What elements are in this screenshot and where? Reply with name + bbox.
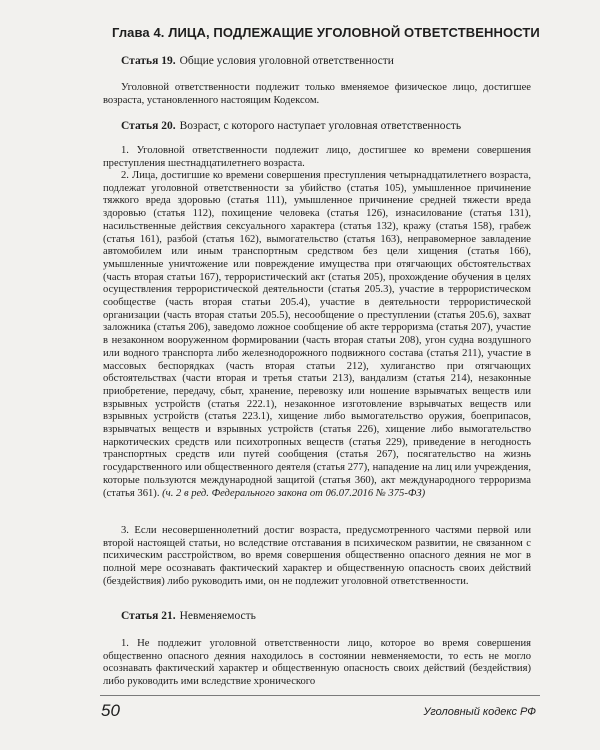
article-21-number: Статья 21. — [121, 610, 176, 622]
article-19-text: Уголовной ответственности подлежит только вменяемое физическое лицо, достигшее возраста, установленного настоящим Кодексом. — [103, 82, 531, 106]
article-19-number: Статья 19. — [121, 55, 176, 67]
article-19-title: Общие условия уголовной ответственности — [179, 55, 394, 67]
article-21-title: Невменяемость — [179, 610, 256, 622]
chapter-heading: Глава 4. ЛИЦА, ПОДЛЕЖАЩИЕ УГОЛОВНОЙ ОТВЕТСТВЕННОСТИ — [112, 25, 540, 40]
amendment-note: (ч. 2 в ред. Федерального закона от 06.07.2016 № 375-ФЗ) — [162, 487, 426, 499]
article-20-part-2 — [103, 170, 531, 500]
running-footer-title: Уголовный кодекс РФ — [423, 706, 536, 718]
article-20-part-2-text: 2. Лица, достигшие ко времени совершения преступления четырнадцатилетнего возраста, подлежат уголовной ответственности за убийство (статья 105), умышленное причинение тяжкого вреда здоровью (статья 111), умышленное причинение средней тяжести вреда здоровью (статья 112), похищение человека (статья 126), изнасилование (статья 131), насильственные действия сексуального характера (статья 132), кражу (статья 158), грабеж (статья 161), разбой (статья 162), вымогательство (статья 163), неправомерное завладение автомобилем или иным транспортным средством без цели хищения (статья 166), умышленные уничтожение или повреждение имущества при отягчающих обстоятельствах (часть вторая статьи 167), террористический акт (статья 205), прохождение обучения в целях осуществления террористической деятельности (статья 205.3), участие в террористическом сообществе (часть вторая статьи 205.4), участие в деятельности террористической организации (часть вторая статьи 205.5), несообщение о преступлении (статья 205.6), захват заложника (статья 206), заведомо ложное сообщение об акте терроризма (статья 207), участие в незаконном вооруженном формировании (часть вторая статьи 208), угон судна воздушного или водного транспорта либо железнодорожного подвижного состава (статья 211), участие в массовых беспорядках (часть вторая статьи 212), хулиганство при отягчающих обстоятельствах (части вторая и третья статьи 213), вандализм (статья 214), незаконные приобретение, передачу, сбыт, хранение, перевозку или ношение взрывчатых веществ или взрывных устройств (статья 222.1), незаконное изготовление взрывчатых веществ или взрывных устройств (статья 223.1), хищение либо вымогательство оружия, боеприпасов, взрывчатых веществ и взрывных устройств (статья 226), хищение либо вымогательство наркотических средств или психотропных веществ (статья 229), приведение в негодность транспортных средств или путей сообщения (статья 267), посягательство на жизнь государственного или общественного деятеля (статья 277), нападение на лиц или учреждения, которые пользуются международной защитой (статья 360), акт международного терроризма (статья 361). — [103, 170, 531, 499]
article-20-title: Возраст, с которого наступает уголовная ответственность — [179, 120, 462, 132]
article-21-part-1: 1. Не подлежит уголовной ответственности лицо, которое во время совершения общественно опасного деяния находилось в состоянии невменяемости, то есть не могло осознавать фактический характер и общественную опасность своих действий (бездействия) либо руководить ими вследствие хронического — [103, 638, 531, 688]
article-20-heading — [121, 120, 461, 132]
article-20-number: Статья 20. — [121, 120, 176, 132]
page-number: 50 — [101, 701, 120, 720]
article-19-heading — [121, 55, 394, 67]
footer-divider — [100, 695, 540, 696]
article-21-heading — [121, 610, 256, 622]
article-20-part-3: 3. Если несовершеннолетний достиг возраста, предусмотренного частями первой или второй настоящей статьи, но вследствие отставания в психическом развитии, не связанном с психическим расстройством, во время совершения общественно опасного деяния не мог в полной мере осознавать фактический характер и общественную опасность своих действий (бездействия) либо руководить ими, он не подлежит уголовной ответственности. — [103, 525, 531, 587]
article-20-part-1: 1. Уголовной ответственности подлежит лицо, достигшее ко времени совершения преступления шестнадцатилетнего возраста. — [103, 145, 531, 169]
